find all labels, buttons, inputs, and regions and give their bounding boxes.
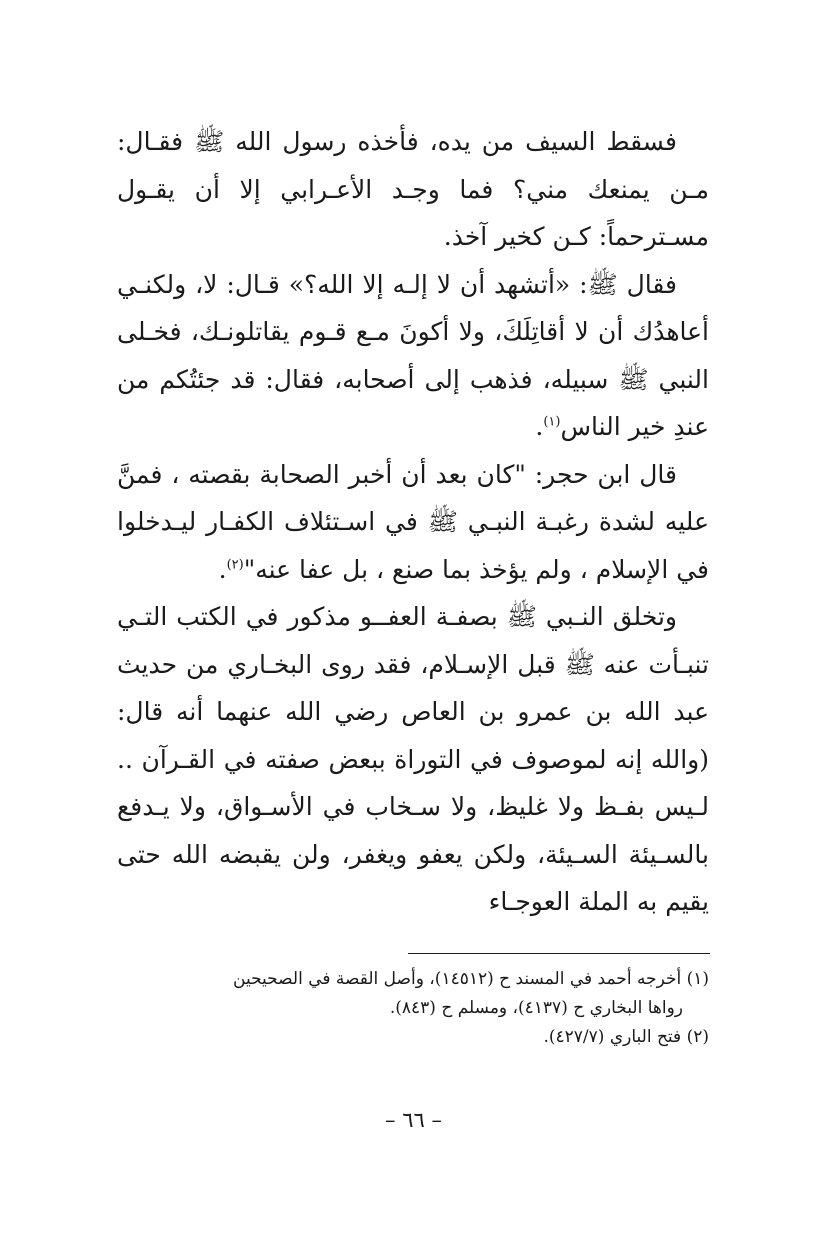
paragraph-1-text: فسقط السيف من يده، فأخذه رسول الله ﷺ فقـال: مـن يمنعك مني؟ فما وجـد الأعـرابي إلا أن يقـول مسـترحماً: كـن كخير آخذ. <box>117 127 709 251</box>
footnote-ref-2[interactable]: (٢) <box>226 557 244 573</box>
footnote-1-line-1: (١) أخرجه أحمد في المسند ح (١٤٥١٢)، وأصل القصة في الصحيحين <box>233 969 709 989</box>
footnotes <box>109 965 709 1052</box>
paragraph-3-text: قال ابن حجر: "كان بعد أن أخبر الصحابة بقصته ، فمنَّ عليه لشدة رغبـة النبـي ﷺ في اسـتئلاف الكفـار ليـدخلوا في الإسلام ، ولم يؤخذ بما صنع ، بل عفا عنه" <box>117 459 709 584</box>
page-number: – ٦٦ – <box>385 1108 442 1132</box>
paragraph-4-text: وتخلق النـبي ﷺ بصفـة العفــو مذكور في الكتب التـي تنبـأت عنه ﷺ قبل الإسـلام، فقد روى البخـاري من حديث عبد الله بن عمرو بن العاص رضي الله عنهما أنه قال: (والله إنه لموصوف في التوراة ببعض صفته في القـرآن .. لـيس بفـظ ولا غليظ، ولا سـخاب في الأسـواق، ولا يـدفع بالسـيئة السـيئة، ولكن يعفو ويغفر، ولن يقبضه الله حتى يقيم به الملة العوجـاء <box>117 602 709 916</box>
footnote-1-line-2: رواها البخاري ح (٤١٣٧)، ومسلم ح (٨٤٣). <box>389 998 683 1018</box>
paragraph-4 <box>117 593 709 926</box>
paragraph-2-text: فقال ﷺ: «أتشهد أن لا إلـه إلا الله؟» قـال: لا، ولكنـي أعاهدُك أن لا أقاتِلَكَ، ولا أكونَ مـع قـوم يقاتلونـك، فخـلى النبي ﷺ سبيله، فذهب إلى أصحابه، فقال: قد جئتُكم من عندِ خير الناس <box>117 269 709 441</box>
footnote-divider <box>408 953 710 954</box>
paragraph-1 <box>117 118 709 261</box>
paragraph-3-end: . <box>218 554 227 584</box>
paragraph-2-end: . <box>535 412 544 441</box>
footnote-ref-1[interactable]: (١) <box>543 414 561 430</box>
footnote-2: (٢) فتح الباري (٤٢٧/٧). <box>543 1027 709 1047</box>
paragraph-3 <box>117 451 709 594</box>
main-text <box>117 118 709 926</box>
paragraph-2 <box>117 261 709 451</box>
